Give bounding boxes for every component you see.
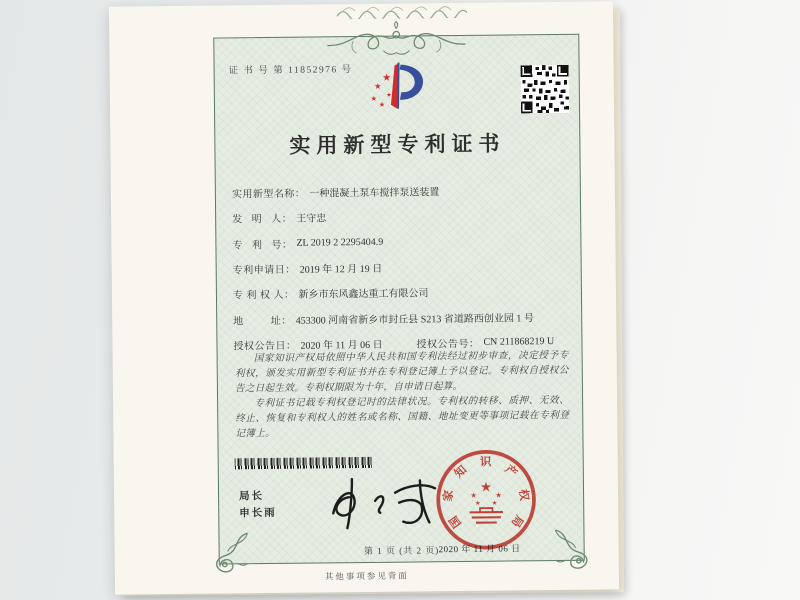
lace-band xyxy=(335,4,467,19)
svg-text:★: ★ xyxy=(495,490,502,500)
svg-text:★: ★ xyxy=(386,91,392,99)
field-label: 专 利 号： xyxy=(232,239,293,252)
director-title: 局长 xyxy=(239,490,265,503)
svg-text:权: 权 xyxy=(516,488,530,502)
field-value: 一种混凝土泵车搅拌泵送装置 xyxy=(309,187,440,200)
field-value: 2019 年 12 月 19 日 xyxy=(299,263,383,276)
field-row-filing-date xyxy=(233,253,571,282)
paragraph-2: 专利证书记载专利权登记时的法律状况。专利权的转移、质押、无效、终止、恢复和专利权人的姓名或名称、国籍、地址变更等事项记载在专利登记簿上。 xyxy=(235,394,570,440)
paragraph-1: 国家知识产权局依照中华人民共和国专利法经过初步审查，决定授予专利权，颁发实用新型专利证书并在专利登记簿上予以登记。专利权自授权公告之日起生效。专利权期限为十年，自申请日起算。 xyxy=(234,349,569,395)
field-value: 453300 河南省新乡市封丘县 S213 省道路西创业园 1 号 xyxy=(295,312,534,327)
field-label: 专 利 权 人： xyxy=(232,290,295,302)
certificate-title: 实用新型专利证书 xyxy=(289,131,506,158)
field-row-inventor xyxy=(232,202,570,231)
seal-date: 2020 年 11 月 06 日 xyxy=(438,543,521,555)
certificate-paper xyxy=(109,1,619,594)
back-note: 其他事项参见背面 xyxy=(324,570,409,582)
qr-code xyxy=(521,65,570,114)
field-row-address xyxy=(233,303,571,332)
director-block xyxy=(239,488,277,522)
field-label: 授权公告号： xyxy=(416,338,480,351)
top-ornament xyxy=(323,20,469,60)
field-value: 王守忠 xyxy=(296,213,327,226)
field-label: 授权公告日： xyxy=(233,340,297,353)
svg-text:★: ★ xyxy=(491,499,498,507)
field-row-patent-no xyxy=(232,227,570,256)
svg-text:★: ★ xyxy=(470,490,477,500)
field-label: 专利申请日： xyxy=(232,264,296,277)
field-value: 2020 年 11 月 06 日 xyxy=(300,339,383,352)
certificate-frame xyxy=(213,34,584,565)
field-value: CN 211868219 U xyxy=(483,335,555,348)
svg-text:局: 局 xyxy=(508,512,526,529)
fields-block xyxy=(232,177,572,358)
field-value: ZL 2019 2 2295404.9 xyxy=(296,236,384,249)
legal-text xyxy=(235,348,570,441)
svg-text:★: ★ xyxy=(479,479,493,496)
director-name: 申长雨 xyxy=(239,506,277,520)
cnipa-logo xyxy=(364,58,429,115)
svg-text:识: 识 xyxy=(479,456,492,469)
field-label: 发 明 人： xyxy=(232,214,293,226)
cnipa-seal xyxy=(434,447,539,552)
svg-text:产: 产 xyxy=(502,463,519,480)
svg-text:★: ★ xyxy=(378,100,386,109)
field-value: 新乡市东风鑫达重工有限公司 xyxy=(298,288,429,302)
svg-text:国: 国 xyxy=(447,513,464,530)
svg-text:家: 家 xyxy=(442,489,456,503)
svg-text:知: 知 xyxy=(452,463,470,481)
certificate-number: 证 书 号 第 11852976 号 xyxy=(228,65,353,77)
svg-text:★: ★ xyxy=(370,94,378,103)
page-info: 第 1 页 (共 2 页) xyxy=(363,545,440,557)
svg-text:★: ★ xyxy=(475,499,481,508)
field-row-patentee xyxy=(233,278,571,307)
svg-text:★: ★ xyxy=(374,81,382,91)
svg-text:★: ★ xyxy=(382,72,392,84)
field-row-name xyxy=(232,177,570,206)
field-label: 地 址： xyxy=(233,315,292,327)
director-signature xyxy=(317,470,450,535)
field-label: 实用新型名称： xyxy=(231,188,306,201)
barcode xyxy=(235,457,372,469)
